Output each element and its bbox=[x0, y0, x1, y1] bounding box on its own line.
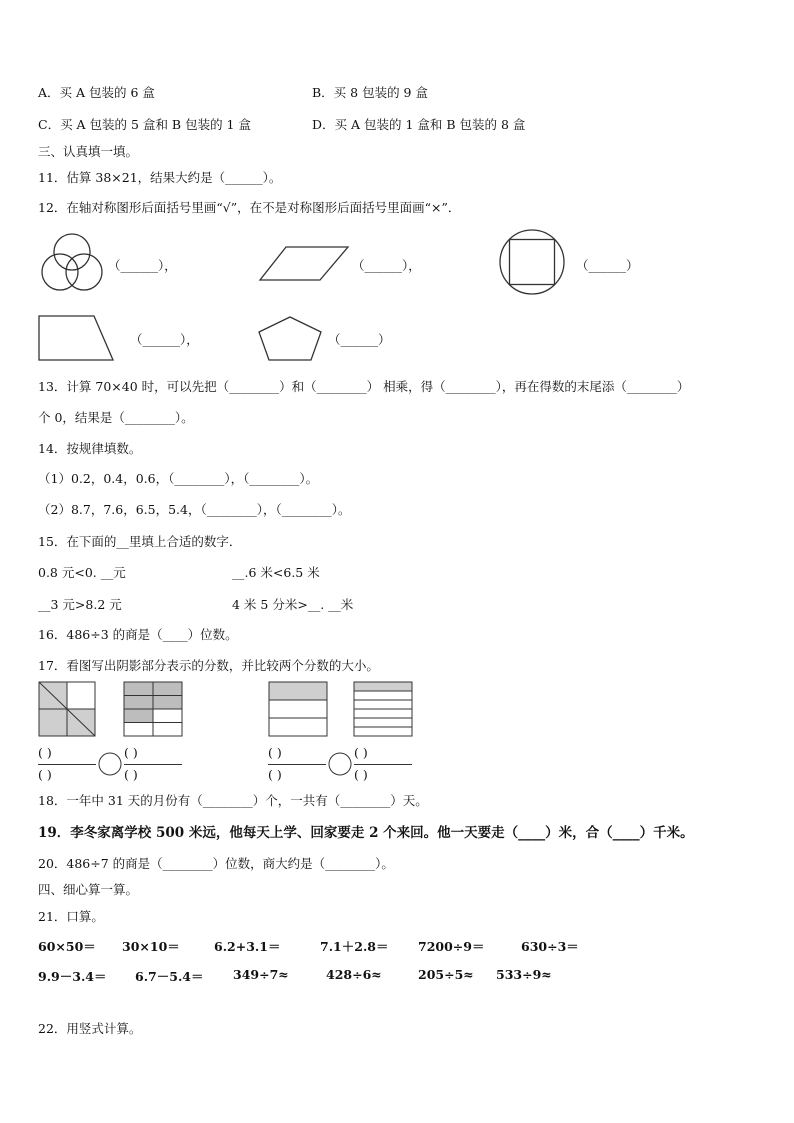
q17-fraction-3-bar bbox=[268, 764, 326, 765]
question-21: 21．口算。 bbox=[38, 909, 104, 924]
square-in-circle-figure bbox=[498, 228, 566, 296]
q17-fraction-4-numerator[interactable]: ( ) bbox=[354, 745, 368, 760]
q17-figure-1 bbox=[38, 681, 96, 737]
q17-fraction-2-denominator[interactable]: ( ) bbox=[124, 767, 138, 782]
question-15: 15．在下面的__里填上合适的数字． bbox=[38, 534, 242, 549]
question-14: 14．按规律填数。 bbox=[38, 441, 142, 456]
question-16: 16．486÷3 的商是（____）位数。 bbox=[38, 627, 238, 642]
q21-item: 30×10＝ bbox=[122, 939, 180, 954]
q12-blank-4[interactable]: （______）， bbox=[130, 332, 199, 347]
q21-item: 7200÷9＝ bbox=[418, 939, 485, 954]
trapezoid-figure bbox=[36, 313, 116, 363]
q12-blank-1[interactable]: （______）， bbox=[108, 258, 177, 273]
question-12: 12．在轴对称图形后面括号里画“√”，在不是对称图形后面括号里面画“×”． bbox=[38, 200, 461, 215]
q21-item: 349÷7≈ bbox=[233, 967, 289, 982]
question-22: 22．用竖式计算。 bbox=[38, 1021, 142, 1036]
q17-fraction-2-bar bbox=[124, 764, 182, 765]
question-15-c: __3 元>8.2 元 bbox=[38, 597, 122, 612]
q21-item: 428÷6≈ bbox=[326, 967, 382, 982]
q12-blank-3[interactable]: （______） bbox=[576, 258, 639, 273]
q17-figure-2 bbox=[123, 681, 183, 737]
q17-fraction-4-denominator[interactable]: ( ) bbox=[354, 767, 368, 782]
section-3-heading: 三、认真填一填。 bbox=[38, 144, 139, 159]
choice-d: D．买 A 包装的 1 盒和 B 包装的 8 盒 bbox=[312, 117, 526, 132]
q17-compare-circle-2[interactable] bbox=[328, 752, 352, 776]
question-18: 18．一年中 31 天的月份有（________）个，一共有（________）天。 bbox=[38, 793, 428, 808]
q12-blank-2[interactable]: （______）， bbox=[352, 258, 421, 273]
question-13-line-1: 13．计算 70×40 时，可以先把（________）和（________） 相乘，得（________），再在得数的末尾添（________） bbox=[38, 379, 690, 394]
question-13-line-2: 个 0，结果是（________）。 bbox=[38, 410, 194, 425]
question-17: 17．看图写出阴影部分表示的分数，并比较两个分数的大小。 bbox=[38, 658, 379, 673]
q17-figure-4 bbox=[353, 681, 413, 737]
section-4-heading: 四、细心算一算。 bbox=[38, 882, 139, 897]
q21-item: 6.2+3.1＝ bbox=[214, 939, 281, 954]
choice-b: B．买 8 包装的 9 盒 bbox=[312, 85, 428, 100]
q17-fraction-1-bar bbox=[38, 764, 96, 765]
q21-item: 630÷3＝ bbox=[521, 939, 579, 954]
q17-fraction-3-denominator[interactable]: ( ) bbox=[268, 767, 282, 782]
question-14-part-1: （1）0.2，0.4，0.6，（________），（________）。 bbox=[38, 471, 319, 486]
q21-item: 533÷9≈ bbox=[496, 967, 552, 982]
q17-fraction-1-numerator[interactable]: ( ) bbox=[38, 745, 52, 760]
q21-item: 60×50＝ bbox=[38, 939, 96, 954]
q17-fraction-4-bar bbox=[354, 764, 412, 765]
q17-compare-circle-1[interactable] bbox=[98, 752, 122, 776]
q21-item: 6.7－5.4＝ bbox=[135, 969, 204, 984]
q12-blank-5[interactable]: （______） bbox=[328, 332, 391, 347]
q17-fraction-1-denominator[interactable]: ( ) bbox=[38, 767, 52, 782]
q17-figure-3 bbox=[268, 681, 328, 737]
q21-item: 9.9－3.4＝ bbox=[38, 969, 107, 984]
question-11: 11．估算 38×21，结果大约是（______）。 bbox=[38, 170, 282, 185]
question-19: 19．李冬家离学校 500 米远，他每天上学、回家要走 2 个来回。他一天要走（____）米，合（____）千米。 bbox=[38, 825, 694, 841]
pentagon-figure bbox=[256, 314, 324, 362]
question-15-d: 4 米 5 分米>__. __米 bbox=[232, 597, 354, 612]
question-15-b: __.6 米<6.5 米 bbox=[232, 565, 320, 580]
choice-c: C．买 A 包装的 5 盒和 B 包装的 1 盒 bbox=[38, 117, 251, 132]
q17-fraction-2-numerator[interactable]: ( ) bbox=[124, 745, 138, 760]
q21-item: 7.1＋2.8＝ bbox=[320, 939, 389, 954]
three-circles-figure bbox=[40, 228, 104, 296]
q21-item: 205÷5≈ bbox=[418, 967, 474, 982]
q17-fraction-3-numerator[interactable]: ( ) bbox=[268, 745, 282, 760]
question-15-a: 0.8 元<0. __元 bbox=[38, 565, 126, 580]
choice-a: A．买 A 包装的 6 盒 bbox=[38, 85, 155, 100]
parallelogram-figure bbox=[258, 245, 350, 283]
question-20: 20．486÷7 的商是（________）位数，商大约是（________）。 bbox=[38, 856, 394, 871]
question-14-part-2: （2）8.7，7.6，6.5，5.4，（________），（________）。 bbox=[38, 502, 351, 517]
